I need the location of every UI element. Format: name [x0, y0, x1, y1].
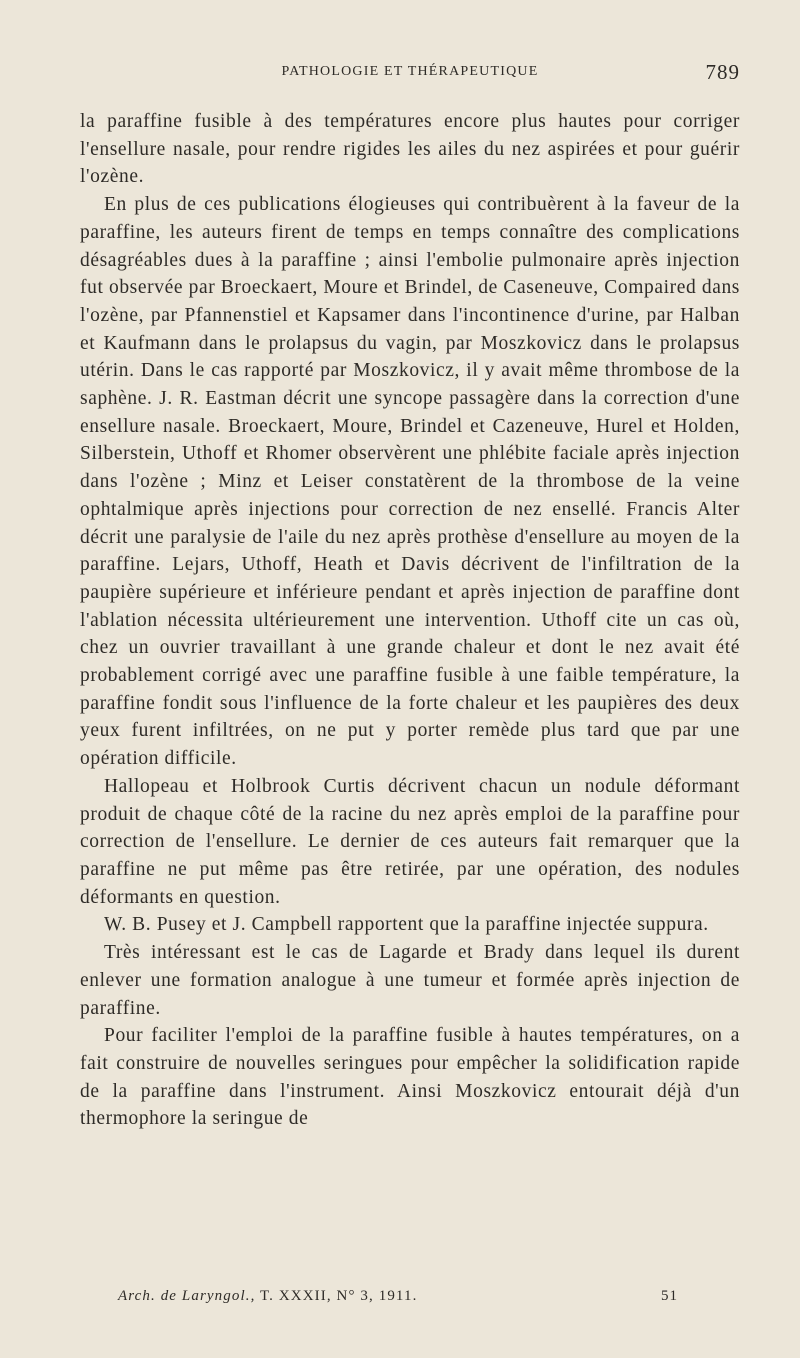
journal-reference — [118, 1288, 417, 1305]
paragraph-continuation: la paraffine fusible à des températures encore plus hautes pour corriger l'ensellure nasale, pour rendre rigides les ailes du nez aspirées et pour guérir l'ozène. — [80, 111, 740, 188]
paragraph-seringues: Pour faciliter l'emploi de la paraffine fusible à hautes températures, on a fait construire de nouvelles seringues pour empêcher la solidification rapide de la paraffine dans l'instrument. Ainsi Moszkovicz entourait déjà d'un thermophore la seringue de — [80, 1025, 740, 1130]
journal-title: Arch. de Laryngol., — [118, 1288, 256, 1304]
page-footer — [118, 1288, 678, 1312]
page-number: 789 — [705, 60, 740, 84]
printer-signature-mark: 51 — [661, 1288, 678, 1304]
running-title: PATHOLOGIE ET THÉRAPEUTIQUE — [281, 64, 539, 79]
paragraph-pusey-campbell: W. B. Pusey et J. Campbell rapportent que la paraffine injectée suppura. — [104, 914, 709, 936]
body-text — [80, 108, 740, 1133]
page-header — [80, 60, 740, 88]
journal-volume-issue: T. XXXII, N° 3, 1911. — [260, 1288, 418, 1304]
paragraph-lagarde-brady: Très intéressant est le cas de Lagarde et Brady dans lequel ils durent enlever une formation analogue à une tumeur et formée après injection de paraffine. — [80, 942, 740, 1019]
paragraph-complications: En plus de ces publications élogieuses qui contribuèrent à la faveur de la paraffine, les auteurs firent de temps en temps connaître des complications désagréables dues à la paraffine ; ainsi l'embolie pulmonaire après injection fut observée par Broeckaert, Moure et Brindel, de Caseneuve, Compaired dans l'ozène, par Pfannenstiel et Kapsamer dans l'incontinence d'urine, par Halban et Kaufmann dans le prolapsus du vagin, par Moszkovicz dans le prolapsus utérin. Dans le cas rapporté par Moszkovicz, il y avait même thrombose de la saphène. J. R. Eastman décrit une syncope passagère dans la correction d'une ensellure nasale. Broeckaert, Moure, Brindel et Cazeneuve, Hurel et Holden, Silberstein, Uthoff et Rhomer observèrent une phlébite faciale après injection dans l'ozène ; Minz et Leiser constatèrent de la thrombose de la veine ophtalmique après injections pour correction de nez ensellé. Francis Alter décrit une paralysie de l'aile du nez après prothèse d'ensellure au moyen de la paraffine. Lejars, Uthoff, Heath et Davis décrivent de l'infiltration de la paupière supérieure et inférieure pendant et après injection de paraffine dont l'ablation nécessita ultérieurement une intervention. Uthoff cite un cas où, chez un ouvrier travaillant à une grande chaleur et dont le nez avait été probablement corrigé avec une paraffine fusible à une faible température, la paraffine fondit sous l'influence de la forte chaleur et les paupières des deux yeux furent infiltrées, on ne put y porter remède plus tard que par une opération difficile. — [80, 194, 740, 770]
paragraph-hallopeau-curtis: Hallopeau et Holbrook Curtis décrivent chacun un nodule déformant produit de chaque côté de la racine du nez après emploi de la paraffine pour correction de l'ensellure. Le dernier de ces auteurs fait remarquer que la paraffine ne put même pas être retirée, par une opération, des nodules déformants en question. — [80, 775, 740, 908]
